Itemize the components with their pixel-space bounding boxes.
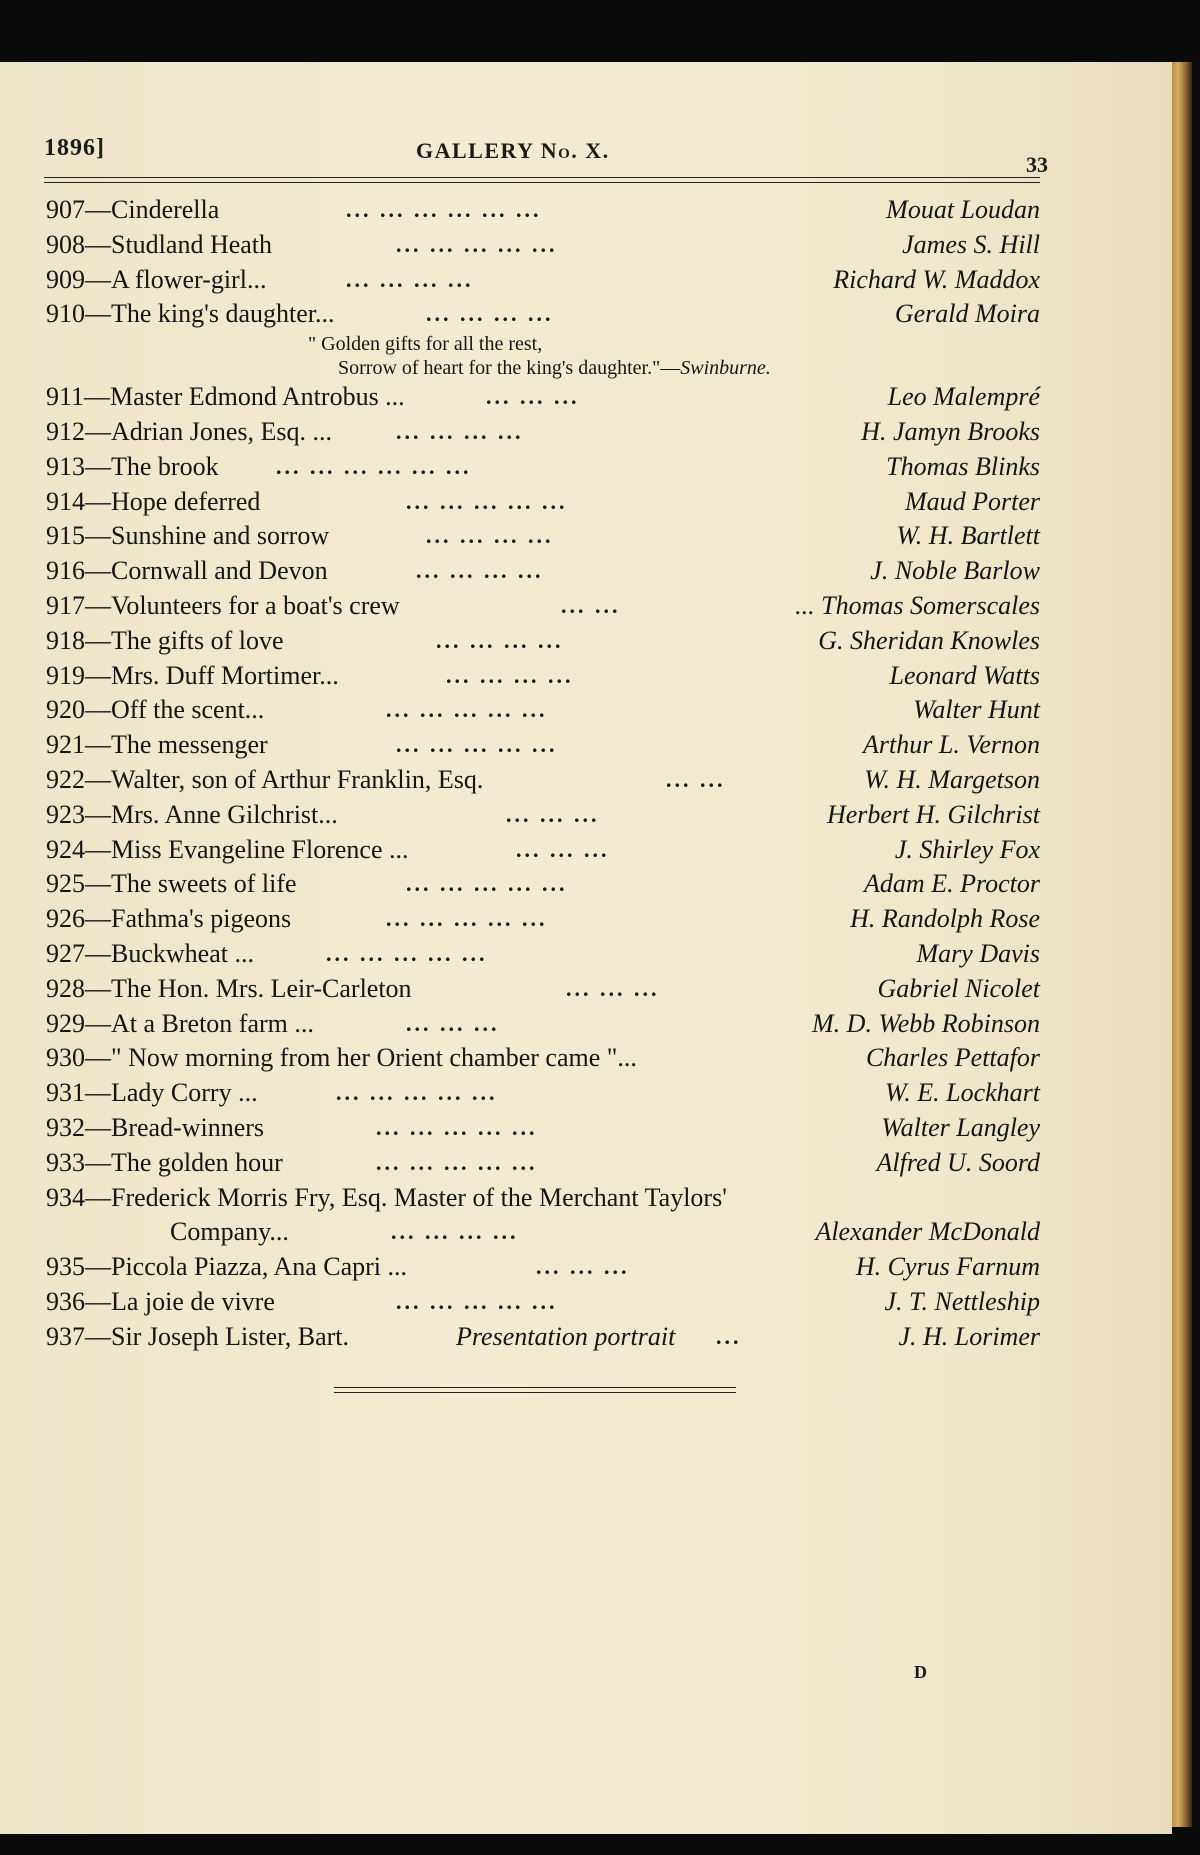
leader-dots: ... ... bbox=[666, 766, 726, 792]
entry-artist: J. H. Lorimer bbox=[898, 1321, 1040, 1351]
catalogue-entry bbox=[46, 763, 1040, 798]
entry-artist: Alexander McDonald bbox=[815, 1217, 1040, 1247]
catalogue-entry bbox=[46, 1076, 1040, 1111]
catalogue-entry bbox=[46, 228, 1040, 263]
entry-title: 919—Mrs. Duff Mortimer... bbox=[46, 660, 339, 690]
epigraph-verse: Sorrow of heart for the king's daughter."— bbox=[338, 357, 681, 380]
catalogue-entry bbox=[46, 833, 1040, 868]
entry-artist: W. E. Lockhart bbox=[884, 1078, 1040, 1108]
catalogue-entry bbox=[46, 972, 1040, 1007]
entry-title: 932—Bread-winners bbox=[46, 1112, 265, 1142]
leader-dots: ... ... ... ... bbox=[426, 523, 554, 549]
catalogue-entry bbox=[46, 380, 1040, 415]
catalogue-entry bbox=[46, 1215, 1040, 1250]
entry-artist: J. Shirley Fox bbox=[894, 834, 1040, 864]
entry-title: 912—Adrian Jones, Esq. ... bbox=[46, 416, 332, 446]
leader-dots: ... ... ... ... ... bbox=[386, 697, 548, 723]
entry-artist: ... Thomas Somerscales bbox=[795, 590, 1040, 620]
entry-artist: H. Cyrus Farnum bbox=[855, 1252, 1040, 1282]
entry-title: 921—The messenger bbox=[46, 730, 268, 760]
entry-title: 922—Walter, son of Arthur Franklin, Esq. bbox=[46, 764, 484, 794]
end-rule bbox=[334, 1387, 736, 1388]
entry-artist: Thomas Blinks bbox=[886, 451, 1040, 481]
entry-title: 920—Off the scent... bbox=[46, 695, 265, 725]
leader-dots: ... ... ... ... bbox=[346, 266, 474, 292]
entry-artist: Gabriel Nicolet bbox=[877, 973, 1040, 1003]
leader-dots: ... ... ... ... ... ... bbox=[276, 453, 472, 479]
catalogue-entry bbox=[46, 1111, 1040, 1146]
leader-dots: ... ... ... ... ... bbox=[396, 1288, 558, 1314]
leader-dots: ... ... ... bbox=[566, 975, 660, 1001]
leader-dots: ... ... ... ... ... bbox=[326, 940, 488, 966]
entry-artist: W. H. Margetson bbox=[864, 764, 1040, 794]
entry-title: 936—La joie de vivre bbox=[46, 1286, 275, 1316]
epigraph-text-1: " Golden gifts for all the rest, bbox=[308, 333, 543, 356]
leader-dots: ... ... ... bbox=[516, 836, 610, 862]
entry-artist: Adam E. Proctor bbox=[864, 869, 1040, 899]
header-year: 1896] bbox=[44, 135, 105, 161]
entry-title: 925—The sweets of life bbox=[46, 869, 297, 899]
entry-title: 934—Frederick Morris Fry, Esq. Master of the Merchant Taylors' bbox=[46, 1182, 727, 1212]
end-rule-bottom bbox=[334, 1392, 736, 1393]
entry-artist: H. Jamyn Brooks bbox=[861, 416, 1040, 446]
leader-dots: ... ... ... ... bbox=[396, 418, 524, 444]
entry-title: 935—Piccola Piazza, Ana Capri ... bbox=[46, 1252, 408, 1282]
entry-artist: Mouat Loudan bbox=[886, 195, 1040, 224]
entry-title: 914—Hope deferred bbox=[46, 486, 261, 516]
catalogue-entry bbox=[46, 589, 1040, 624]
entry-artist: Leonard Watts bbox=[889, 660, 1040, 690]
entry-artist: Herbert H. Gilchrist bbox=[826, 799, 1040, 829]
catalogue-entry bbox=[46, 1285, 1040, 1320]
catalogue-entry bbox=[46, 1041, 1040, 1076]
leader-dots: ... ... ... ... bbox=[416, 558, 544, 584]
catalogue-entry bbox=[46, 693, 1040, 728]
leader-dots: ... ... ... ... ... bbox=[336, 1080, 498, 1106]
entry-title: 910—The king's daughter... bbox=[46, 299, 335, 329]
epigraph-line-2 bbox=[46, 356, 1040, 380]
entry-artist: M. D. Webb Robinson bbox=[812, 1008, 1040, 1038]
entry-artist: W. H. Bartlett bbox=[896, 521, 1040, 551]
catalogue-entry bbox=[46, 624, 1040, 659]
entry-title: 926—Fathma's pigeons bbox=[46, 904, 292, 934]
entry-title: 911—Master Edmond Antrobus ... bbox=[46, 382, 405, 412]
entry-title: 930—" Now morning from her Orient chamber came "... bbox=[46, 1043, 637, 1073]
catalogue-entry bbox=[46, 659, 1040, 694]
entry-artist: J. Noble Barlow bbox=[870, 556, 1040, 586]
leader-dots: ... bbox=[716, 1323, 742, 1349]
header-rule-top bbox=[44, 177, 1040, 178]
entry-artist: Alfred U. Soord bbox=[876, 1147, 1040, 1177]
page-number: 33 bbox=[1026, 152, 1048, 177]
epigraph-line-1 bbox=[46, 332, 1040, 356]
catalogue-entry bbox=[46, 798, 1040, 833]
entry-artist: J. T. Nettleship bbox=[884, 1286, 1040, 1316]
leader-dots: ... ... ... ... bbox=[436, 627, 564, 653]
leader-dots: ... ... ... ... ... bbox=[376, 1114, 538, 1140]
leader-dots: ... ... ... ... ... ... bbox=[346, 197, 542, 222]
epigraph-author: Swinburne. bbox=[680, 357, 771, 380]
catalogue-entry bbox=[46, 867, 1040, 902]
entry-artist: H. Randolph Rose bbox=[850, 904, 1040, 934]
entry-title: 937—Sir Joseph Lister, Bart. bbox=[46, 1321, 349, 1351]
catalogue-entry bbox=[46, 519, 1040, 554]
leader-dots: ... ... ... ... ... bbox=[386, 906, 548, 932]
catalogue-entry bbox=[46, 1146, 1040, 1181]
entry-artist: James S. Hill bbox=[902, 229, 1040, 259]
entry-artist: Maud Porter bbox=[904, 486, 1040, 516]
leader-dots: ... ... ... ... bbox=[426, 301, 554, 327]
entry-title: 927—Buckwheat ... bbox=[46, 938, 254, 968]
entry-title: 929—At a Breton farm ... bbox=[46, 1008, 314, 1038]
catalogue-entry bbox=[46, 297, 1040, 332]
entry-title: 928—The Hon. Mrs. Leir-Carleton bbox=[46, 973, 412, 1003]
leader-dots: ... ... ... ... bbox=[446, 662, 574, 688]
entry-title: Company... bbox=[170, 1217, 289, 1247]
catalogue-entry bbox=[46, 450, 1040, 485]
entry-title: 923—Mrs. Anne Gilchrist... bbox=[46, 799, 338, 829]
catalogue-entry bbox=[46, 415, 1040, 450]
catalogue-entry bbox=[46, 193, 1040, 228]
entry-title: 917—Volunteers for a boat's crew bbox=[46, 590, 400, 620]
header-gallery-title: GALLERY No. X. bbox=[416, 138, 610, 163]
entry-artist: Walter Langley bbox=[881, 1112, 1040, 1142]
catalogue-entry bbox=[46, 1007, 1040, 1042]
header-rule-bottom bbox=[44, 182, 1040, 183]
entry-title: 908—Studland Heath bbox=[46, 229, 273, 259]
entry-title: 918—The gifts of love bbox=[46, 625, 284, 655]
entry-title: 924—Miss Evangeline Florence ... bbox=[46, 834, 409, 864]
catalogue-entry bbox=[46, 263, 1040, 298]
leader-dots: ... ... ... ... ... bbox=[396, 732, 558, 758]
catalogue-entry bbox=[46, 1320, 1040, 1355]
entry-artist: G. Sheridan Knowles bbox=[818, 625, 1040, 655]
leader-dots: ... ... ... ... bbox=[391, 1219, 519, 1245]
leader-dots: ... ... ... ... ... bbox=[396, 231, 558, 257]
leader-dots: ... ... ... ... ... bbox=[406, 871, 568, 897]
entry-artist: Gerald Moira bbox=[894, 299, 1040, 329]
leader-dots: ... ... bbox=[561, 592, 621, 618]
entry-title: 913—The brook bbox=[46, 451, 219, 481]
entry-title: 933—The golden hour bbox=[46, 1147, 283, 1177]
catalogue-entry bbox=[46, 485, 1040, 520]
epigraph-text-2 bbox=[338, 356, 771, 380]
entry-artist: Charles Pettafor bbox=[865, 1043, 1040, 1073]
entry-title: 909—A flower-girl... bbox=[46, 264, 267, 294]
catalogue-entry bbox=[46, 902, 1040, 937]
entry-title: 916—Cornwall and Devon bbox=[46, 556, 328, 586]
catalogue-entries bbox=[46, 193, 1040, 1355]
catalogue-entry bbox=[46, 728, 1040, 763]
entry-title: 931—Lady Corry ... bbox=[46, 1078, 258, 1108]
entry-artist: Mary Davis bbox=[916, 938, 1040, 968]
catalogue-entry bbox=[46, 1181, 1040, 1216]
running-header bbox=[44, 135, 1048, 177]
signature-mark: D bbox=[914, 1662, 927, 1682]
catalogue-entry bbox=[46, 937, 1040, 972]
entry-note: Presentation portrait bbox=[456, 1321, 676, 1351]
entry-title: 915—Sunshine and sorrow bbox=[46, 521, 330, 551]
book-spine-edge bbox=[1172, 62, 1192, 1827]
entry-artist: Arthur L. Vernon bbox=[863, 730, 1040, 760]
entry-artist: Walter Hunt bbox=[913, 695, 1040, 725]
leader-dots: ... ... ... bbox=[406, 1010, 500, 1036]
leader-dots: ... ... ... bbox=[506, 801, 600, 827]
leader-dots: ... ... ... ... ... bbox=[406, 488, 568, 514]
leader-dots: ... ... ... ... ... bbox=[376, 1149, 538, 1175]
entry-artist: Richard W. Maddox bbox=[833, 264, 1040, 294]
leader-dots: ... ... ... bbox=[486, 384, 580, 410]
catalogue-entry bbox=[46, 554, 1040, 589]
catalogue-entry bbox=[46, 1250, 1040, 1285]
entry-artist: Leo Malempré bbox=[887, 382, 1040, 412]
leader-dots: ... ... ... bbox=[536, 1254, 630, 1280]
entry-title: 907—Cinderella bbox=[46, 195, 220, 224]
